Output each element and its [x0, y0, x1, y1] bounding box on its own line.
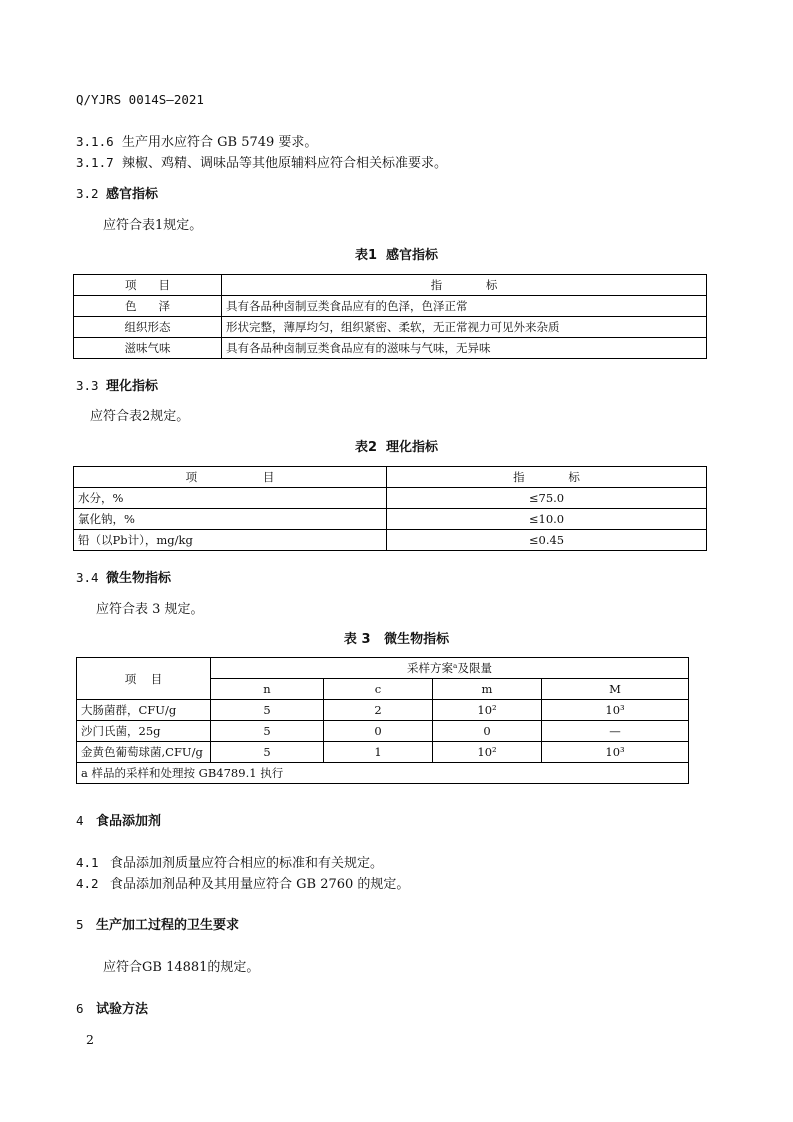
header-n: n	[211, 679, 324, 700]
clause-text: 辣椒、鸡精、调味品等其他原辅料应符合相关标准要求。	[122, 156, 448, 171]
section-title: 理化指标	[106, 379, 159, 394]
row-item: 组织形态	[74, 317, 222, 338]
table3-caption: 表 3 微生物指标	[343, 632, 450, 647]
row-M: —	[542, 721, 689, 742]
row-value: ≤75.0	[387, 488, 707, 509]
section-4-heading	[76, 810, 161, 829]
header-indicator: 指 标	[222, 275, 707, 296]
section-5-intro: 应符合GB 14881的规定。	[103, 960, 260, 975]
header-item: 项 目	[74, 467, 387, 488]
clause-4-2	[76, 873, 409, 892]
row-item: 滋味气味	[74, 338, 222, 359]
section-3-3-heading	[76, 375, 158, 394]
row-c: 1	[324, 742, 433, 763]
table-row	[74, 317, 707, 338]
table-row	[77, 742, 689, 763]
row-item: 水分，%	[74, 488, 387, 509]
header-item: 项 目	[77, 658, 211, 700]
table1-caption: 表1 感官指标	[354, 248, 439, 263]
microbiological-table	[76, 657, 689, 784]
section-number: 4	[76, 813, 84, 828]
section-title: 试验方法	[96, 1002, 149, 1017]
row-item: 色 泽	[74, 296, 222, 317]
header-m: m	[433, 679, 542, 700]
header-sampling-plan: 采样方案ᵃ及限量	[211, 658, 689, 679]
section-number: 6	[76, 1001, 84, 1016]
clause-text: 食品添加剂质量应符合相应的标准和有关规定。	[110, 856, 384, 871]
row-M: 10³	[542, 742, 689, 763]
clause-text: 生产用水应符合 GB 5749 要求。	[122, 135, 318, 150]
table-header-row	[74, 467, 707, 488]
section-3-4-heading	[76, 567, 171, 586]
row-M: 10³	[542, 700, 689, 721]
header-indicator: 指 标	[387, 467, 707, 488]
row-item: 沙门氏菌，25g	[77, 721, 211, 742]
table-row	[74, 488, 707, 509]
table-row	[74, 338, 707, 359]
row-value: ≤10.0	[387, 509, 707, 530]
header-M: M	[542, 679, 689, 700]
section-title: 微生物指标	[106, 571, 172, 586]
table-footnote: a 样品的采样和处理按 GB4789.1 执行	[77, 763, 689, 784]
section-number: 5	[76, 917, 84, 932]
row-n: 5	[211, 742, 324, 763]
row-m: 10²	[433, 742, 542, 763]
row-n: 5	[211, 700, 324, 721]
clause-4-1	[76, 852, 383, 871]
row-n: 5	[211, 721, 324, 742]
clause-number: 3.1.6	[76, 134, 114, 149]
sensory-table	[73, 274, 707, 359]
table-row	[74, 509, 707, 530]
table-header-row	[74, 275, 707, 296]
table-footnote-row	[77, 763, 689, 784]
row-m: 0	[433, 721, 542, 742]
section-number: 3.3	[76, 378, 99, 393]
row-item: 氯化钠，%	[74, 509, 387, 530]
section-number: 3.2	[76, 186, 99, 201]
section-title: 食品添加剂	[96, 814, 162, 829]
section-3-4-intro: 应符合表 3 规定。	[96, 602, 204, 617]
row-value: 形状完整，薄厚均匀，组织紧密、柔软，无正常视力可见外来杂质	[222, 317, 707, 338]
physicochemical-table	[73, 466, 707, 551]
clause-number: 4.1	[76, 855, 99, 870]
row-item: 金黄色葡萄球菌,CFU/g	[77, 742, 211, 763]
document-code-header: Q/YJRS 0014S—2021	[76, 92, 204, 107]
clause-3-1-7	[76, 152, 447, 171]
clause-text: 食品添加剂品种及其用量应符合 GB 2760 的规定。	[110, 877, 410, 892]
header-c: c	[324, 679, 433, 700]
clause-number: 4.2	[76, 876, 99, 891]
table-row	[77, 700, 689, 721]
row-m: 10²	[433, 700, 542, 721]
row-c: 0	[324, 721, 433, 742]
table-row	[77, 721, 689, 742]
row-item: 大肠菌群，CFU/g	[77, 700, 211, 721]
page-number: 2	[86, 1032, 94, 1047]
row-value: 具有各品种卤制豆类食品应有的滋味与气味，无异味	[222, 338, 707, 359]
section-3-3-intro: 应符合表2规定。	[90, 409, 190, 424]
row-item: 铅（以Pb计），mg/kg	[74, 530, 387, 551]
section-5-heading	[76, 914, 239, 933]
section-title: 生产加工过程的卫生要求	[96, 918, 240, 933]
table-row	[74, 530, 707, 551]
section-number: 3.4	[76, 570, 99, 585]
row-value: ≤0.45	[387, 530, 707, 551]
section-title: 感官指标	[106, 187, 159, 202]
section-3-2-intro: 应符合表1规定。	[103, 218, 203, 233]
section-6-heading	[76, 998, 148, 1017]
table-row	[74, 296, 707, 317]
clause-number: 3.1.7	[76, 155, 114, 170]
table-header-row	[77, 658, 689, 679]
table2-caption: 表2 理化指标	[354, 440, 439, 455]
clause-3-1-6	[76, 131, 317, 150]
header-item: 项 目	[74, 275, 222, 296]
row-value: 具有各品种卤制豆类食品应有的色泽，色泽正常	[222, 296, 707, 317]
row-c: 2	[324, 700, 433, 721]
section-3-2-heading	[76, 183, 158, 202]
